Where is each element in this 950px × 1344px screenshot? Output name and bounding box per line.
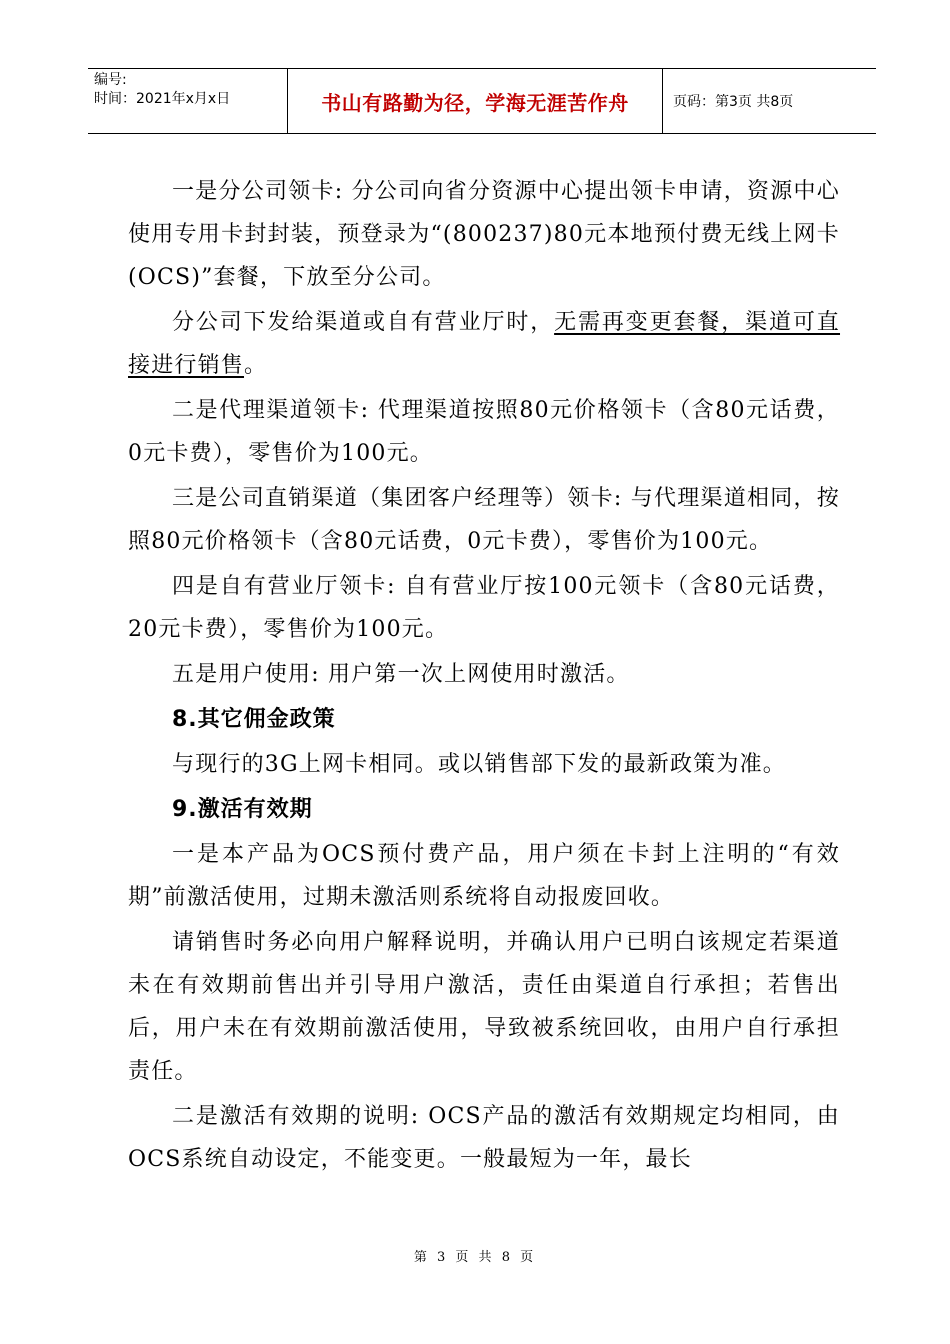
body-paragraph: 一是本产品为OCS预付费产品，用户须在卡封上注明的“有效期”前激活使用，过期未激活则系统将自动报废回收。 [128,842,840,910]
body-paragraph: 一是分公司领卡: 分公司向省分资源中心提出领卡申请，资源中心使用专用卡封封装，预登录为“(800237)80元本地预付费无线上网卡(OCS)”套餐，下放至分公司。 [128,179,840,290]
paragraph-text: 分公司下发给渠道或自有营业厅时， [172,310,555,335]
header-meta [88,69,288,133]
page-header [88,68,876,134]
header-motto: 书山有路勤为径，学海无涯苦作舟 [288,69,663,133]
body-paragraph: 二是激活有效期的说明: OCS产品的激活有效期规定均相同，由OCS系统自动设定，不能变更。一般最短为一年，最长 [128,1104,840,1172]
body-paragraph: 三是公司直销渠道（集团客户经理等）领卡: 与代理渠道相同，按照80元价格领卡（含80元话费，0元卡费），零售价为100元。 [128,486,840,554]
doc-number-label: 编号: [94,72,127,88]
body-paragraph: 与现行的3G上网卡相同。或以销售部下发的最新政策为准。 [172,752,786,777]
body-paragraph: 二是代理渠道领卡: 代理渠道按照80元价格领卡（含80元话费，0元卡费），零售价为100元。 [128,398,840,466]
header-page-info: 页码：第3页 共8页 [673,94,794,110]
body-paragraph [128,301,840,387]
page-footer: 第 3 页 共 8 页 [413,1250,537,1265]
body-paragraph: 请销售时务必向用户解释说明，并确认用户已明白该规定若渠道未在有效期前售出并引导用户激活，责任由渠道自行承担；若售出后，用户未在有效期前激活使用，导致被系统回收，由用户自行承担责任。 [128,930,840,1084]
paragraph-text: 。 [244,353,268,378]
underlined-text: 无需再变更套餐，渠道可直接进行销售 [128,310,841,378]
body-paragraph: 五是用户使用: 用户第一次上网使用时激活。 [172,662,630,687]
doc-time-label: 时间：2021年x月x日 [94,91,231,107]
body-paragraph: 四是自有营业厅领卡: 自有营业厅按100元领卡（含80元话费，20元卡费），零售价为100元。 [128,574,840,642]
document-body [128,170,840,1183]
section-heading: 9.激活有效期 [172,797,313,822]
section-heading: 8.其它佣金政策 [172,707,336,732]
